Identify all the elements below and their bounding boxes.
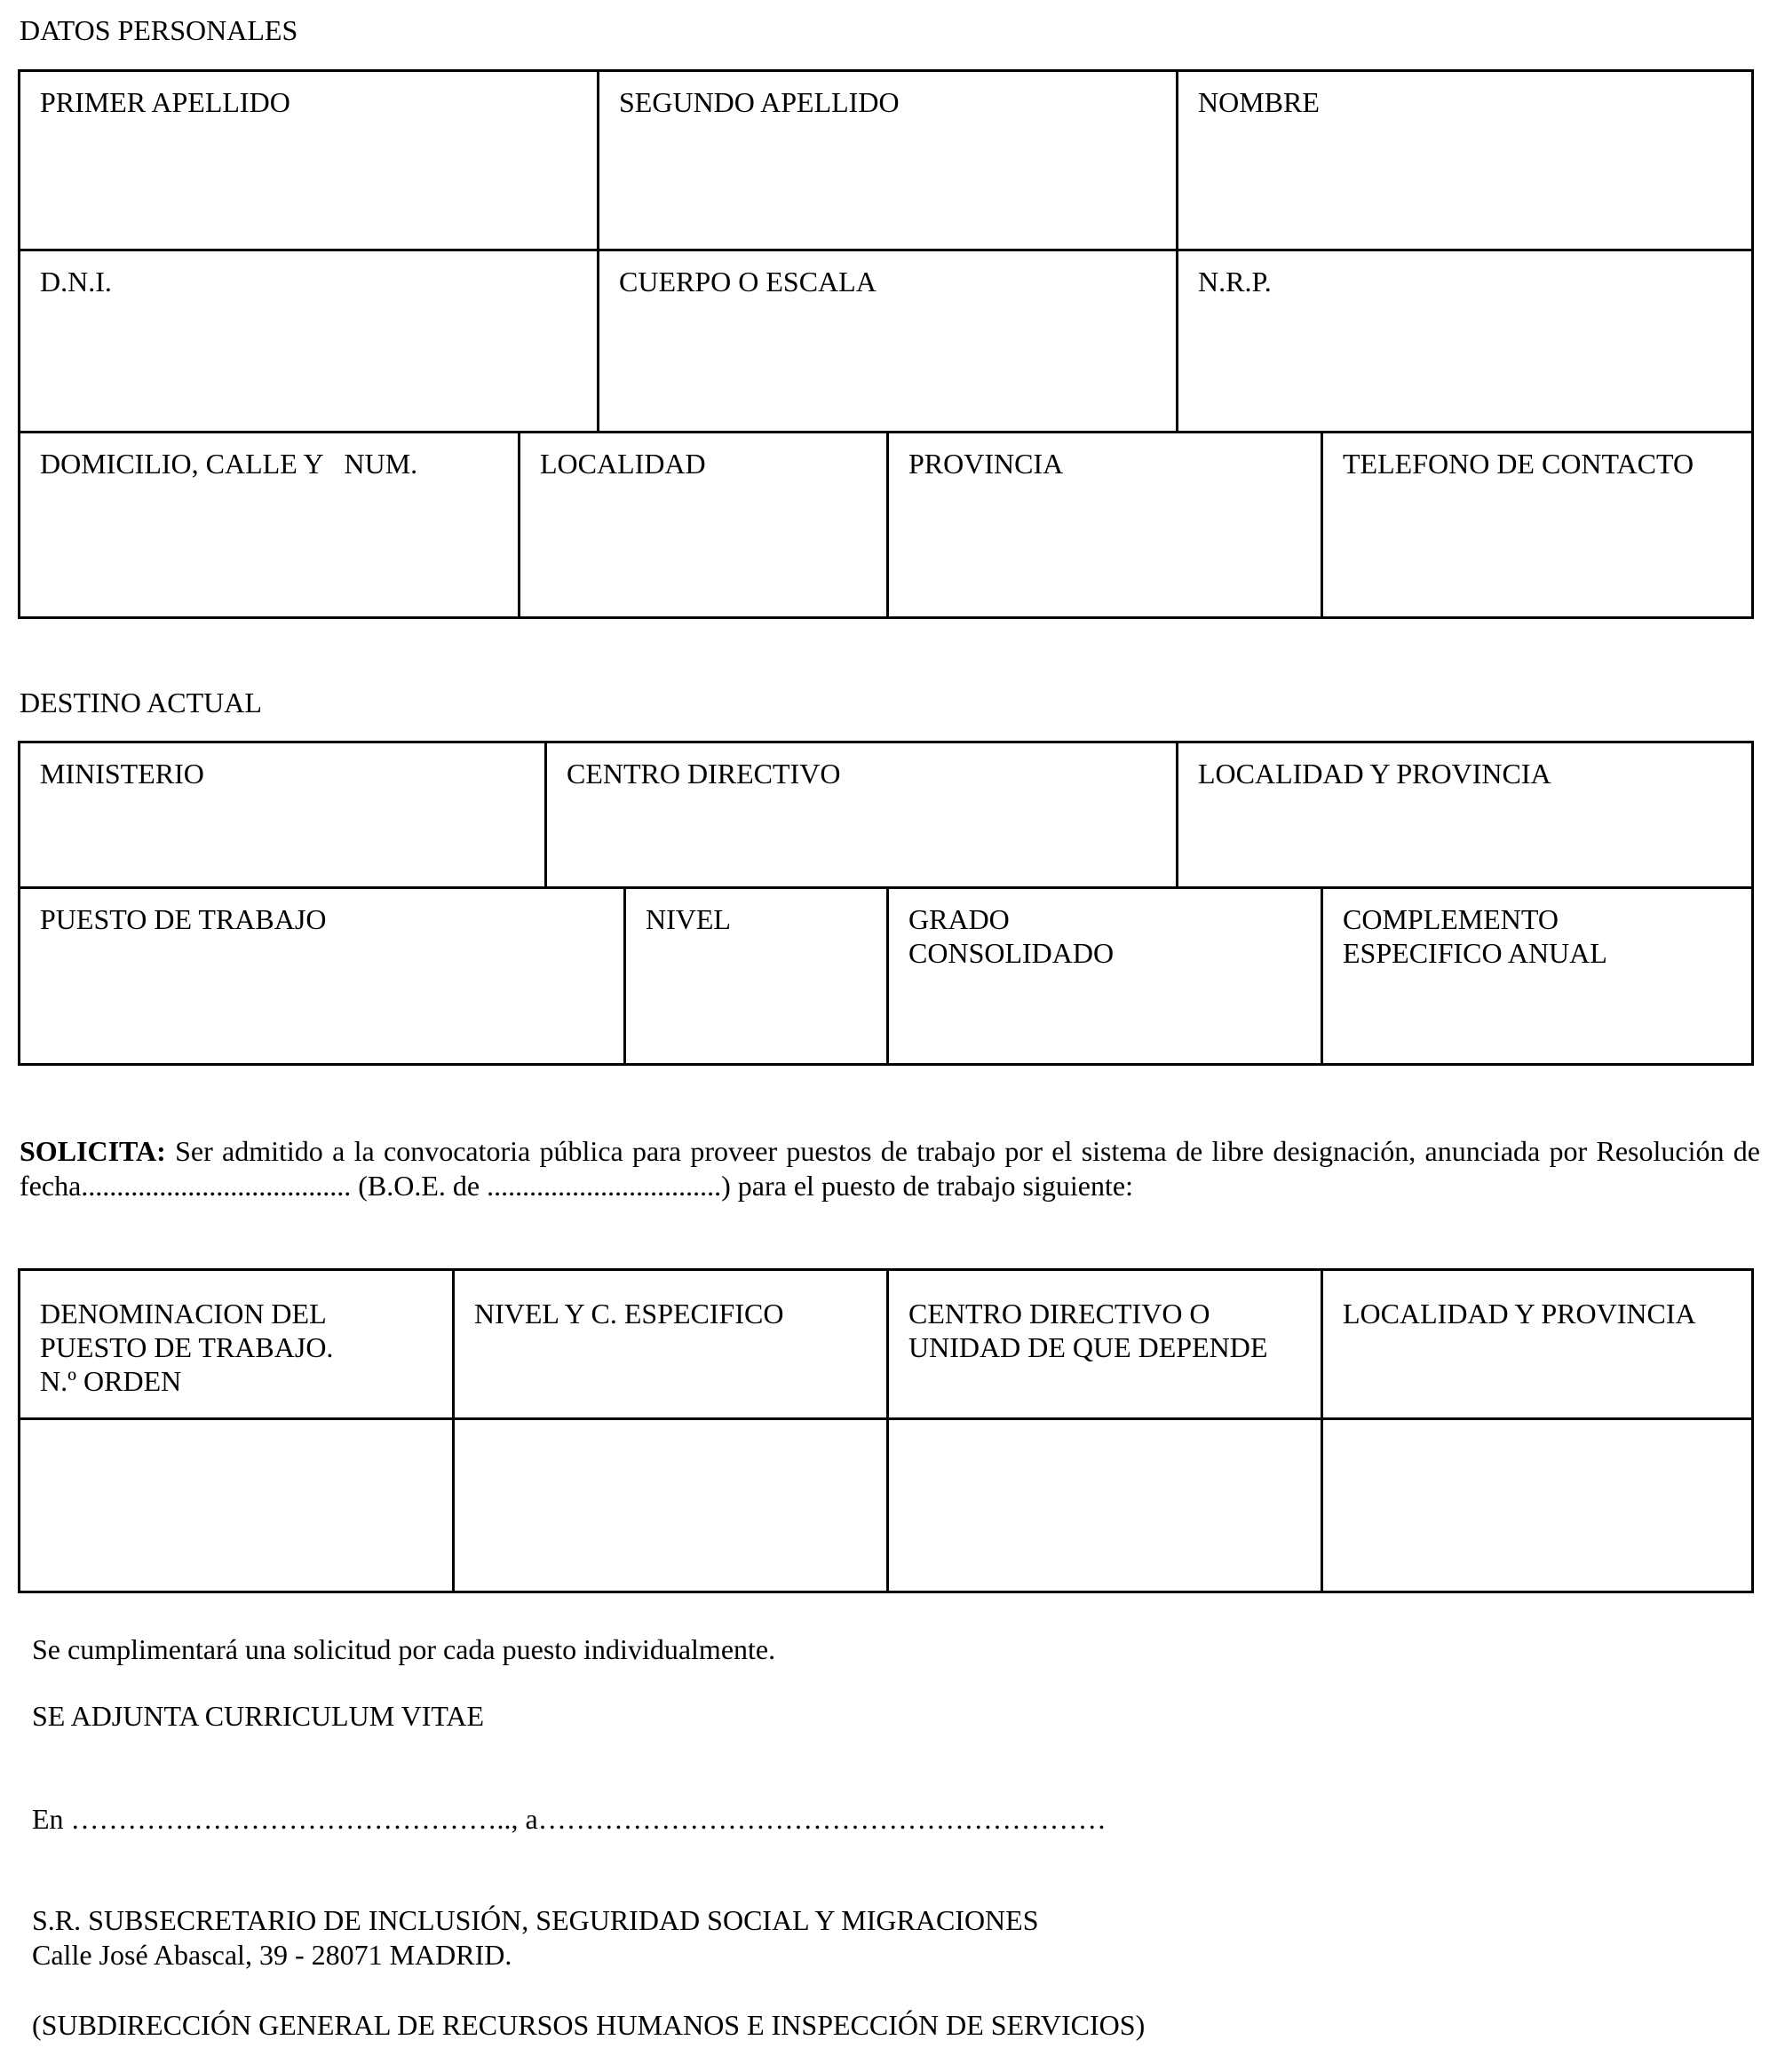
column-header: DENOMINACION DEL PUESTO DE TRABAJO. N.º ORDEN — [40, 1298, 334, 1397]
solicita-paragraph — [20, 1134, 1760, 1203]
solicita-text: Ser admitido a la convocatoria pública para proveer puestos de trabajo por el sistema de libre designación, anunciada por Resolución de fecha...................................... (B.O.E. de .................................) para el puesto de trabajo siguiente: — [20, 1135, 1760, 1202]
field-label: D.N.I. — [40, 266, 112, 298]
footer-note: Se cumplimentará una solicitud por cada puesto individualmente. — [32, 1633, 776, 1665]
field-label: NIVEL — [646, 903, 731, 935]
field-nivel[interactable] — [626, 889, 889, 1063]
field-label: N.R.P. — [1198, 266, 1272, 298]
section-title-datos-personales: DATOS PERSONALES — [20, 14, 298, 46]
field-dni[interactable] — [20, 251, 599, 433]
column-header: NIVEL Y C. ESPECIFICO — [474, 1298, 784, 1330]
personal-data-table — [18, 69, 1754, 619]
puesto-header-centro — [889, 1271, 1323, 1420]
field-domicilio[interactable] — [20, 433, 520, 616]
field-label: LOCALIDAD Y PROVINCIA — [1198, 758, 1551, 790]
field-centro-directivo[interactable] — [547, 743, 1178, 889]
field-label: CUERPO O ESCALA — [619, 266, 877, 298]
destino-actual-table — [18, 741, 1754, 1066]
column-header: CENTRO DIRECTIVO O UNIDAD DE QUE DEPENDE — [908, 1298, 1268, 1363]
field-label: TELEFONO DE CONTACTO — [1343, 448, 1694, 480]
field-label: LOCALIDAD — [540, 448, 706, 480]
field-complemento-especifico[interactable] — [1323, 889, 1751, 1063]
column-header: LOCALIDAD Y PROVINCIA — [1343, 1298, 1696, 1330]
puesto-header-localidad — [1323, 1271, 1751, 1420]
puesto-input-nivel[interactable] — [455, 1420, 889, 1591]
field-label: PROVINCIA — [908, 448, 1064, 480]
field-ministerio[interactable] — [20, 743, 547, 889]
puesto-solicitado-table — [18, 1268, 1754, 1593]
field-label: PRIMER APELLIDO — [40, 86, 290, 118]
puesto-input-centro[interactable] — [889, 1420, 1323, 1591]
field-grado-consolidado[interactable] — [889, 889, 1323, 1063]
field-label: GRADO CONSOLIDADO — [908, 903, 1115, 969]
field-segundo-apellido[interactable] — [599, 72, 1178, 251]
field-primer-apellido[interactable] — [20, 72, 599, 251]
addressee-line-2: Calle José Abascal, 39 - 28071 MADRID. — [32, 1939, 512, 1971]
puesto-header-denominacion — [20, 1271, 455, 1420]
field-localidad[interactable] — [520, 433, 889, 616]
field-label: MINISTERIO — [40, 758, 204, 790]
subdireccion-line: (SUBDIRECCIÓN GENERAL DE RECURSOS HUMANOS E INSPECCIÓN DE SERVICIOS) — [32, 2009, 1146, 2041]
field-nombre[interactable] — [1178, 72, 1751, 251]
field-nrp[interactable] — [1178, 251, 1751, 433]
puesto-input-denominacion[interactable] — [20, 1420, 455, 1591]
field-provincia[interactable] — [889, 433, 1323, 616]
section-title-destino-actual: DESTINO ACTUAL — [20, 687, 262, 718]
field-label: NOMBRE — [1198, 86, 1320, 118]
place-date-line[interactable]: En ……………………………………….., a…………………………………………………… — [32, 1803, 1107, 1835]
solicita-label: SOLICITA: — [20, 1135, 166, 1167]
field-localidad-provincia[interactable] — [1178, 743, 1751, 889]
puesto-header-nivel — [455, 1271, 889, 1420]
field-cuerpo-escala[interactable] — [599, 251, 1178, 433]
field-label: DOMICILIO, CALLE Y NUM. — [40, 448, 418, 480]
puesto-input-localidad[interactable] — [1323, 1420, 1751, 1591]
field-puesto-trabajo[interactable] — [20, 889, 626, 1063]
field-label: SEGUNDO APELLIDO — [619, 86, 900, 118]
field-label: COMPLEMENTO ESPECIFICO ANUAL — [1343, 903, 1607, 969]
field-telefono[interactable] — [1323, 433, 1751, 616]
field-label: CENTRO DIRECTIVO — [567, 758, 841, 790]
curriculum-note: SE ADJUNTA CURRICULUM VITAE — [32, 1700, 484, 1732]
field-label: PUESTO DE TRABAJO — [40, 903, 327, 935]
addressee-line-1: S.R. SUBSECRETARIO DE INCLUSIÓN, SEGURIDAD SOCIAL Y MIGRACIONES — [32, 1904, 1039, 1936]
